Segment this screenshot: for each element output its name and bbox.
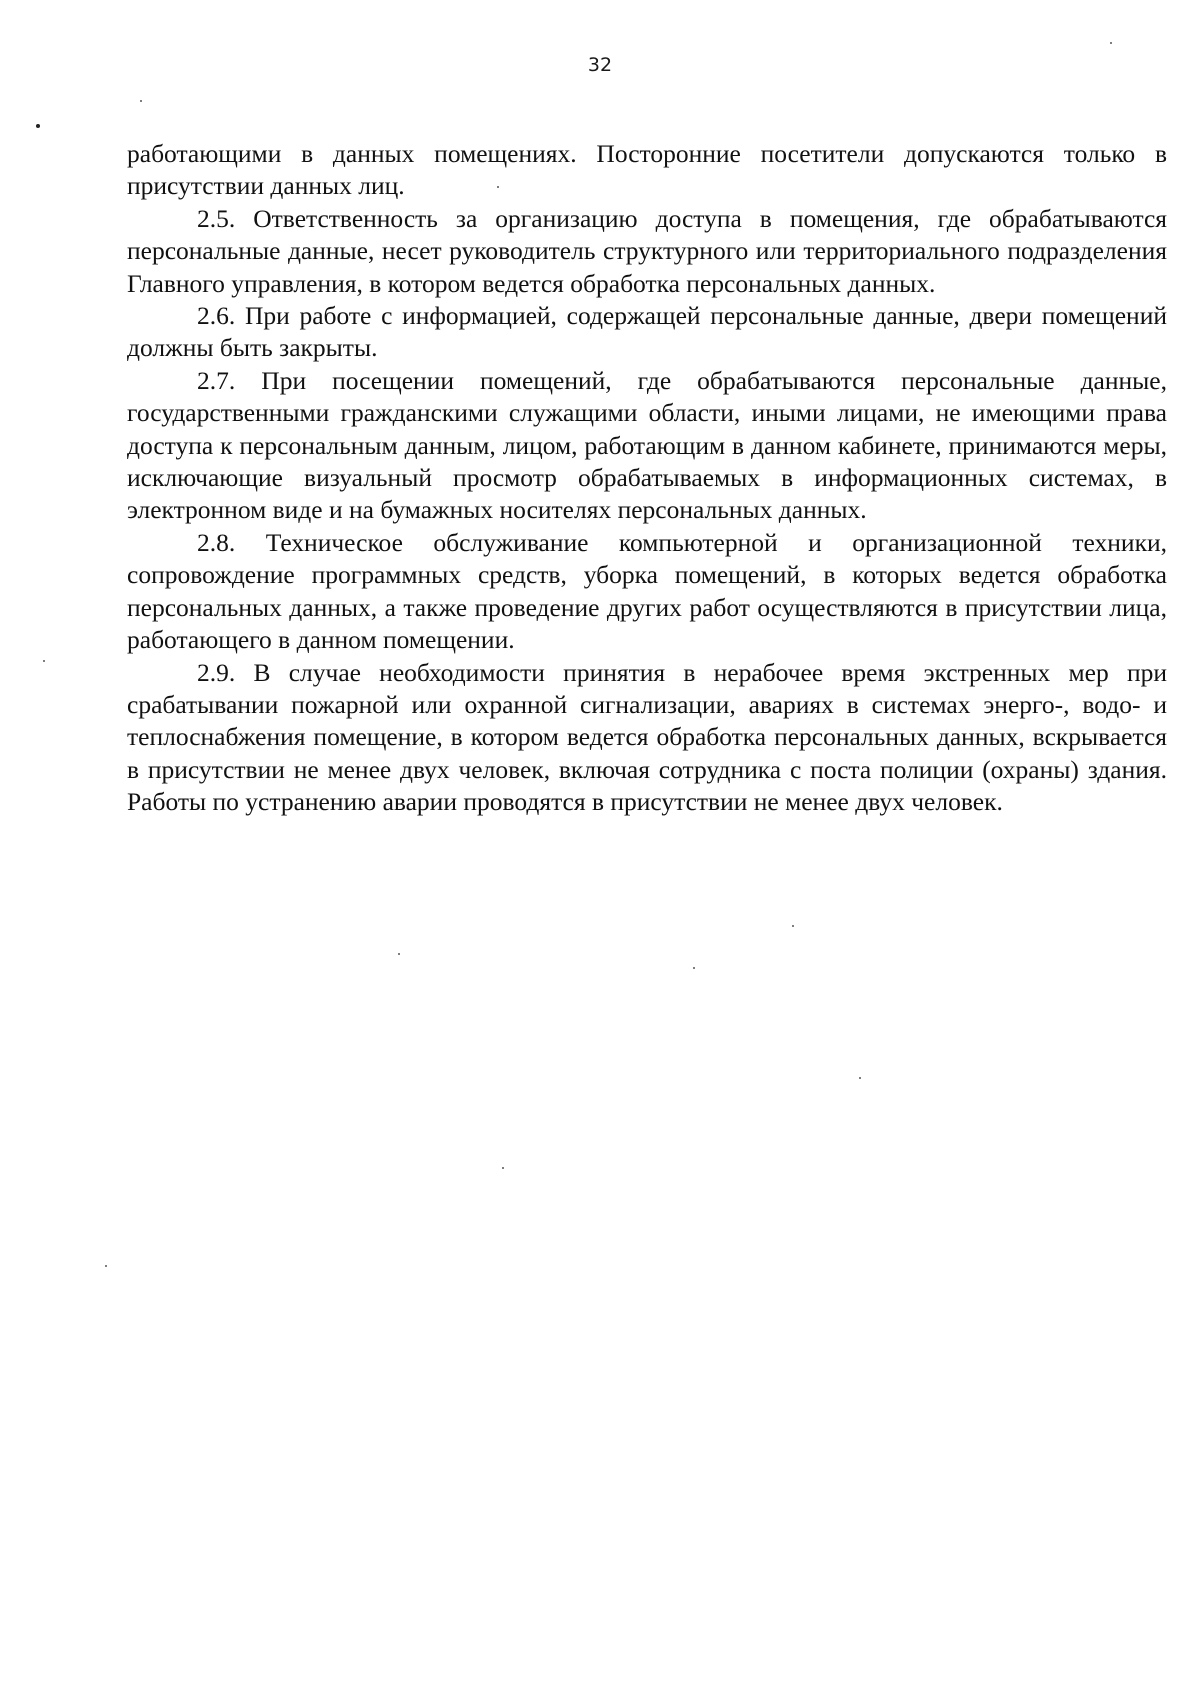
scan-speck bbox=[502, 1167, 504, 1169]
paragraph-2-5: 2.5. Ответственность за организацию доступа в помещения, где обрабатываются персональные данные, несет руководитель структурного или территориального подразделения Главного управления, в котором ведется обработка персональных данных. bbox=[127, 203, 1167, 298]
page-number: 32 bbox=[587, 54, 613, 76]
paragraph-2-8: 2.8. Техническое обслуживание компьютерной и организационной техники, сопровождение программных средств, уборка помещений, в которых ведется обработка персональных данных, а также проведение других работ осуществляются в присутствии лица, работающего в данном помещении. bbox=[127, 527, 1167, 655]
paragraph-continuation: работающими в данных помещениях. Посторонние посетители допускаются только в присутствии данных лиц. bbox=[127, 139, 1167, 201]
paragraph-2-7: 2.7. При посещении помещений, где обрабатываются персональные данные, государственными гражданскими служащими области, иными лицами, не имеющими права доступа к персональным данным, лицом, работающим в данном кабинете, принимаются меры, исключающие визуальный просмотр обрабатываемых в информационных системах, в электронном виде и на бумажных носителях персональных данных. bbox=[127, 365, 1167, 525]
scan-speck bbox=[43, 660, 45, 662]
paragraph-2-6: 2.6. При работе с информацией, содержащей персональные данные, двери помещений должны быть закрыты. bbox=[127, 301, 1167, 363]
scan-speck bbox=[859, 1077, 861, 1079]
scan-speck bbox=[497, 186, 499, 188]
scan-speck bbox=[398, 953, 400, 955]
paragraph-2-9: 2.9. В случае необходимости принятия в нерабочее время экстренных мер при срабатывании пожарной или охранной сигнализации, авариях в системах энерго-, водо- и теплоснабжения помещение, в котором ведется обработка персональных данных, вскрывается в присутствии не менее двух человек, включая сотрудника с поста полиции (охраны) здания. Работы по устранению аварии проводятся в присутствии не менее двух человек. bbox=[127, 657, 1167, 817]
scan-speck bbox=[105, 1265, 107, 1267]
scan-speck bbox=[792, 925, 794, 927]
document-body bbox=[127, 138, 1167, 819]
scan-speck bbox=[140, 100, 142, 102]
scan-speck bbox=[36, 124, 40, 128]
scan-speck bbox=[693, 967, 695, 969]
scan-speck bbox=[1110, 42, 1112, 44]
